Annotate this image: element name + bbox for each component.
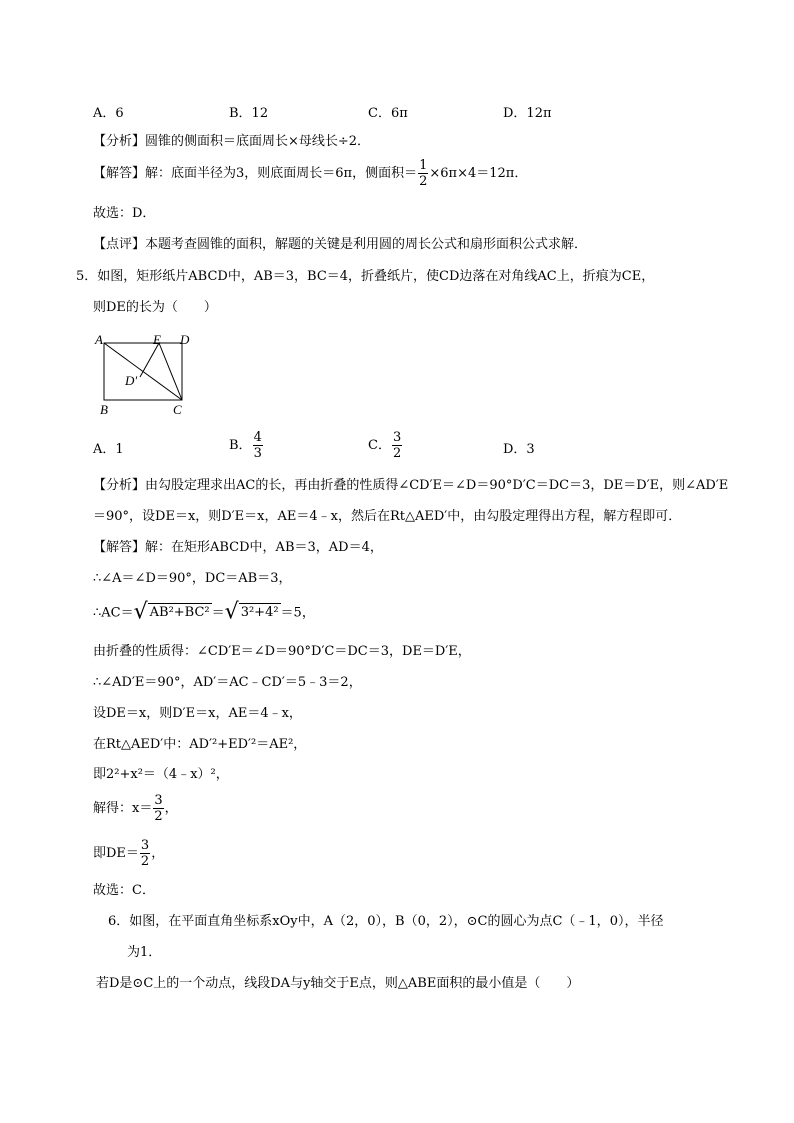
q5-solution-line5: ∴∠AD′E＝90°，AD′＝AC﹣CD′＝5﹣3＝2， [93,675,362,690]
q5-solution-line8: 即2²+x²＝（4﹣x）²， [93,767,229,782]
sqrt-expression-1 [134,600,212,626]
q5-solution-line4: 由折叠的性质得：∠CD′E＝∠D＝90°D′C＝DC＝3，DE＝D′E， [93,644,471,659]
q4-option-b: B．12 [229,106,269,121]
q6-stem-line2: 为1． [127,945,162,960]
q4-answer-suffix: ×6π×4＝12π． [429,166,528,181]
q5-option-a: A．1 [93,442,124,457]
q5-figure [92,330,204,420]
q5-option-c-prefix: C． [368,438,391,453]
q5-option-c [368,430,403,461]
sqrt-radicand-2: 3²+4² [240,605,279,620]
q5-option-d: D．3 [503,442,535,457]
q4-answer-fraction [418,158,428,189]
q5-solution-line10 [93,838,164,870]
q4-answer [93,158,527,189]
q5-option-b-fraction [253,430,263,461]
q4-option-d: D．12π [503,106,552,121]
q5-solution-line3 [93,600,315,627]
fraction-numerator: 1 [419,158,428,173]
q4-option-c: C．6π [368,106,408,121]
q5-sol3-prefix: ∴AC＝ [93,605,134,621]
sqrt-icon: √ [133,599,148,625]
sqrt-radicand-1: AB²+BC² [149,605,210,620]
fraction-numerator: 3 [392,430,402,445]
q5-sol3-mid: ＝ [211,605,225,621]
q6-stem-line3: 若D是⊙C上的一个动点，线段DA与y轴交于E点，则△ABE面积的最小值是（ ） [96,976,580,991]
segment-ed-prime [140,343,159,377]
q5-stem-line1: 5．如图，矩形纸片ABCD中，AB＝3，BC＝4，折叠纸片，使CD边落在对角线AC上，折痕为CE， [76,269,655,284]
sqrt-expression-2 [225,600,281,626]
q5-solution-line7: 在Rt△AED′中：AD′²+ED′²＝AE²， [93,737,307,752]
q5-option-c-fraction [392,430,402,461]
fraction-numerator: 4 [253,430,262,445]
q5-sol9-prefix: 解得：x＝ [93,801,153,816]
q6-stem-line1: 6．如图，在平面直角坐标系xOy中，A（2，0），B（0，2），⊙C的圆心为点C（﹣1，0），半径 [108,914,664,929]
q4-comment: 【点评】本题考查圆锥的面积，解题的关键是利用圆的周长公式和扇形面积公式求解． [93,237,588,252]
fraction-denominator: 2 [140,854,150,869]
label-c: C [173,402,182,417]
q5-option-b-prefix: B． [229,438,252,453]
q5-stem-line2: 则DE的长为（ ） [93,300,217,315]
q5-sol10-fraction [140,838,150,869]
q5-analysis-line2: ＝90°，设DE＝x，则D′E＝x，AE＝4﹣x，然后在Rt△AED′中，由勾股定理得出方程，解方程即可． [93,509,682,524]
q4-answer-prefix: 【解答】解：底面半径为3，则底面周长＝6π，侧面积＝ [93,166,418,181]
q4-choose: 故选：D． [93,206,156,221]
q5-sol10-suffix: ， [151,846,165,861]
q5-option-b [229,430,264,461]
fraction-numerator: 3 [154,793,163,808]
fraction-denominator: 2 [419,174,428,189]
q5-solution-line1: 【解答】解：在矩形ABCD中，AB＝3，AD＝4， [93,540,383,555]
label-d: D [180,332,190,347]
q5-analysis-line1: 【分析】由勾股定理求出AC的长，再由折叠的性质得∠CD′E＝∠D＝90°D′C＝DC＝3，DE＝D′E，则∠AD′E [93,478,729,493]
q5-sol10-prefix: 即DE＝ [93,846,139,861]
fraction-denominator: 2 [392,446,402,461]
q5-solution-line6: 设DE＝x，则D′E＝x，AE＝4﹣x， [93,706,302,721]
fraction-denominator: 3 [253,446,262,461]
q5-solution-line2: ∴∠A＝∠D＝90°，DC＝AB＝3， [93,571,292,586]
q4-option-a: A．6 [93,106,124,121]
q5-sol3-suffix: ＝5， [280,605,315,621]
label-e: E [153,332,161,347]
fraction-numerator: 3 [140,838,150,853]
label-d-prime: D′ [125,373,138,388]
label-b: B [100,402,108,417]
label-a: A [95,332,103,347]
q4-analysis: 【分析】圆锥的侧面积＝底面周长×母线长÷2． [93,134,371,149]
q5-choose: 故选：C． [93,883,155,898]
fraction-denominator: 2 [154,809,163,824]
q5-sol9-suffix: ， [164,801,178,816]
q5-solution-line9 [93,793,178,825]
q5-sol9-fraction [153,793,163,824]
sqrt-icon: √ [224,599,239,625]
